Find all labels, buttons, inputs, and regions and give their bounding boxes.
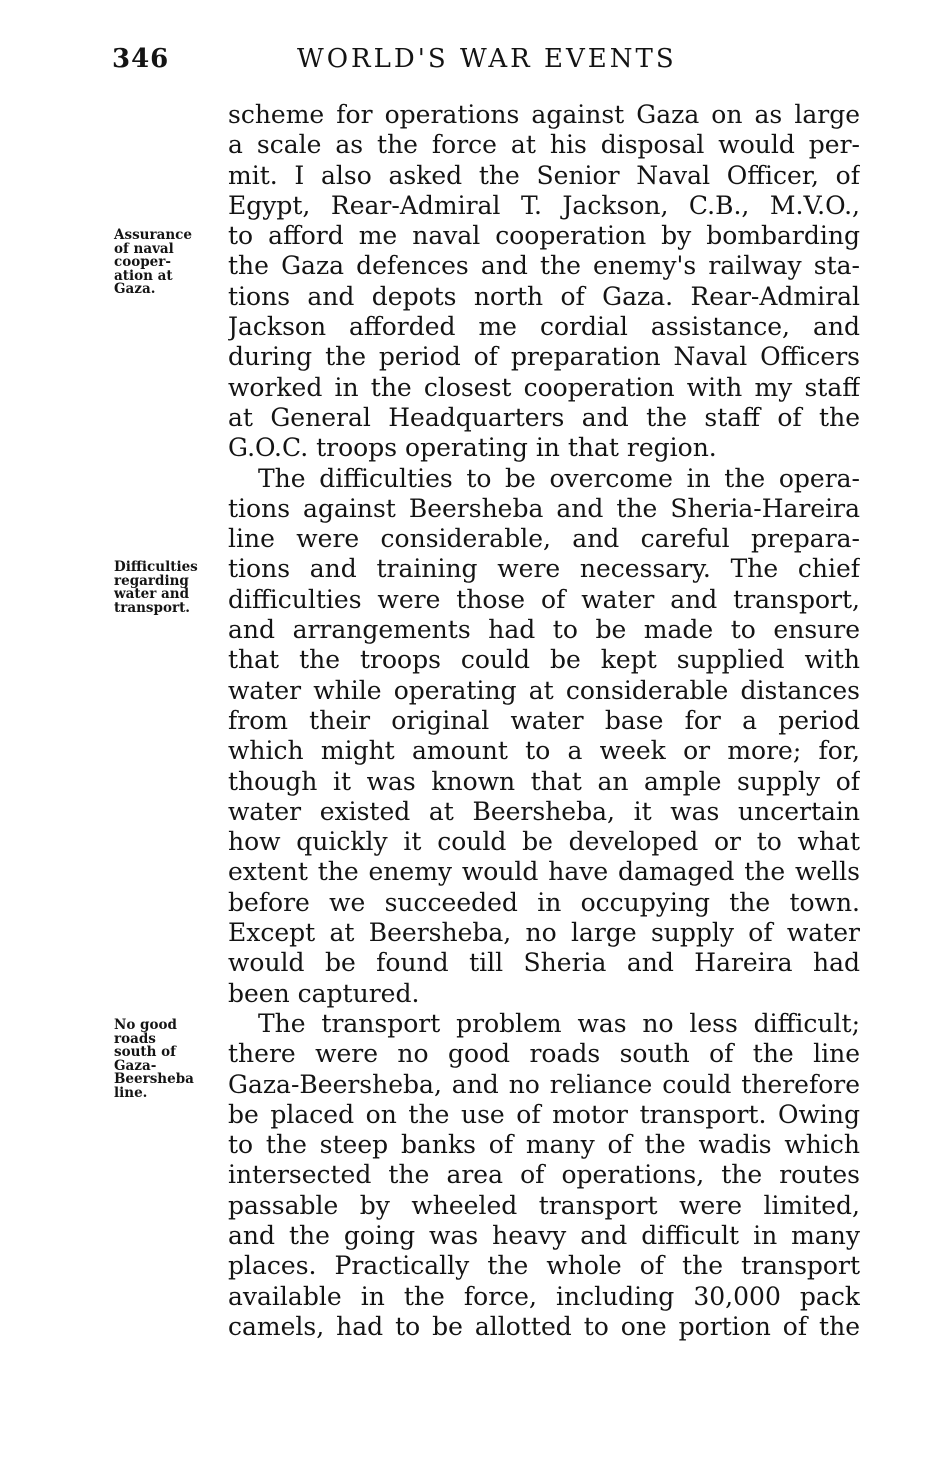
marginal-note-line: No good <box>114 1017 177 1033</box>
marginal-note-line: regarding <box>114 572 189 589</box>
text-line: intersected the area of operations, the routes <box>228 1160 860 1190</box>
text-line: would be found till Sheria and Hareira had <box>228 948 860 978</box>
text-line: which might amount to a week or more; for, <box>228 736 860 766</box>
text-line: water while operating at considerable distances <box>228 675 860 705</box>
text-line: and the going was heavy and difficult in many <box>228 1220 860 1250</box>
text-line: water existed at Beersheba, it was uncertain <box>228 796 860 826</box>
text-line: been captured. <box>228 978 420 1008</box>
text-line: worked in the closest cooperation with my staff <box>228 372 860 402</box>
text-line: the Gaza defences and the enemy's railway sta- <box>228 251 860 281</box>
text-line: and arrangements had to be made to ensure <box>228 615 860 645</box>
marginal-note-no-good-roads <box>114 1019 224 1100</box>
marginal-note-line: roads <box>114 1030 156 1047</box>
marginal-note-line: south of <box>114 1044 176 1060</box>
marginal-note-naval-cooperation <box>114 229 224 297</box>
marginal-note-line: ation at <box>114 267 173 284</box>
text-line: at General Headquarters and the staff of the <box>228 402 860 432</box>
text-line: Egypt, Rear-Admiral T. Jackson, C.B., M.V.O., <box>228 190 860 220</box>
text-line: scheme for operations against Gaza on as large <box>228 100 860 129</box>
text-line: before we succeeded in occupying the town. <box>228 887 860 917</box>
text-line: The difficulties to be overcome in the opera- <box>258 463 860 493</box>
text-line: during the period of preparation Naval Officers <box>228 342 860 372</box>
marginal-note-line: Assurance <box>114 227 192 243</box>
text-line: Except at Beersheba, no large supply of water <box>228 918 860 948</box>
text-line: be placed on the use of motor transport. Owing <box>228 1099 860 1129</box>
text-line: Gaza-Beersheba, and no reliance could therefore <box>228 1069 860 1099</box>
marginal-note-line: cooper- <box>114 254 171 270</box>
text-line: tions and training were necessary. The chief <box>228 554 860 584</box>
text-line: camels, had to be allotted to one portion of the <box>228 1311 860 1341</box>
text-line: line were considerable, and careful prepara- <box>228 524 860 554</box>
text-line: mit. I also asked the Senior Naval Officer, of <box>228 160 860 190</box>
page-number: 346 <box>112 44 170 74</box>
text-line: passable by wheeled transport were limited, <box>228 1190 860 1220</box>
marginal-note-line: line. <box>114 1084 148 1101</box>
page-header <box>112 44 862 84</box>
text-line: tions and depots north of Gaza. Rear-Admiral <box>228 281 860 311</box>
text-line: places. Practically the whole of the transport <box>228 1251 860 1281</box>
body-text <box>228 100 860 1342</box>
running-title: WORLD'S WAR EVENTS <box>297 44 677 74</box>
marginal-note-line: transport. <box>114 599 191 616</box>
text-line: though it was known that an ample supply of <box>228 766 860 796</box>
text-line: to afford me naval cooperation by bombarding <box>228 221 860 251</box>
text-line: Jackson afforded me cordial assistance, and <box>228 312 860 342</box>
text-line: there were no good roads south of the line <box>228 1039 860 1069</box>
text-line: how quickly it could be developed or to what <box>228 827 860 857</box>
text-line: a scale as the force at his disposal would per- <box>228 130 860 160</box>
marginal-note-line: of naval <box>114 240 174 257</box>
marginal-note-water-transport <box>114 561 224 615</box>
marginal-note-line: Gaza- <box>114 1057 157 1074</box>
text-line: available in the force, including 30,000 pack <box>228 1281 860 1311</box>
text-line: G.O.C. troops operating in that region. <box>228 433 717 463</box>
marginal-note-line: water and <box>114 586 190 602</box>
text-line: to the steep banks of many of the wadis which <box>228 1130 860 1160</box>
text-line: from their original water base for a period <box>228 705 860 735</box>
marginal-note-line: Difficulties <box>114 559 198 575</box>
text-line: tions against Beersheba and the Sheria-Hareira <box>228 493 860 523</box>
text-line: extent the enemy would have damaged the wells <box>228 857 860 887</box>
marginal-note-line: Gaza. <box>114 281 156 297</box>
text-line: difficulties were those of water and transport, <box>228 584 860 614</box>
text-line: that the troops could be kept supplied with <box>228 645 860 675</box>
marginal-note-line: Beersheba <box>114 1071 194 1087</box>
text-line: The transport problem was no less difficult; <box>258 1008 860 1038</box>
